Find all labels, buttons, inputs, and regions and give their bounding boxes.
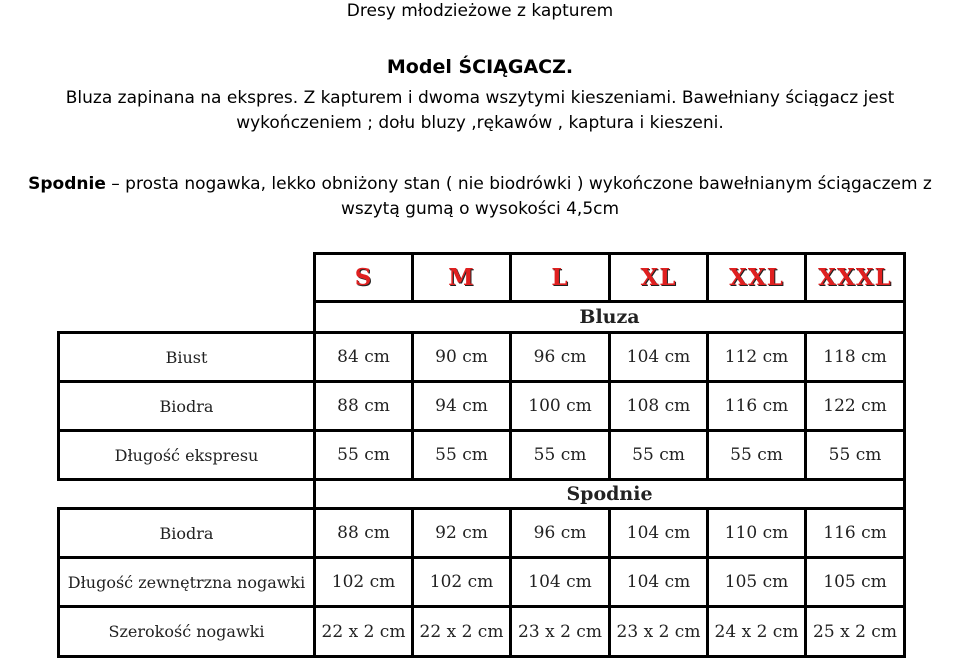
table-cell: 96 cm <box>509 507 611 559</box>
table-cell: 100 cm <box>509 380 611 432</box>
table-cell: 94 cm <box>411 380 512 432</box>
table-cell: 22 x 2 cm <box>411 605 512 658</box>
table-cell: 122 cm <box>804 380 906 432</box>
size-header-xl: XL <box>608 252 709 303</box>
size-header-m: M <box>411 252 512 303</box>
table-cell: 105 cm <box>804 556 906 608</box>
table-cell: 104 cm <box>608 556 709 608</box>
table-cell: 88 cm <box>313 380 414 432</box>
table-cell: 25 x 2 cm <box>804 605 906 658</box>
table-cell: 118 cm <box>804 331 906 383</box>
table-cell: 116 cm <box>804 507 906 559</box>
row-label: Długość ekspresu <box>57 429 316 481</box>
row-label: Biodra <box>57 507 316 559</box>
table-cell: 104 cm <box>608 507 709 559</box>
table-cell: 55 cm <box>509 429 611 481</box>
spodnie-description-text: – prosta nogawka, lekko obniżony stan ( nie biodrówki ) wykończone bawełnianym ściągaczem z <box>105 174 932 194</box>
table-cell: 55 cm <box>706 429 807 481</box>
table-cell: 116 cm <box>706 380 807 432</box>
table-cell: 55 cm <box>411 429 512 481</box>
table-cell: 92 cm <box>411 507 512 559</box>
section-spodnie: Spodnie <box>313 478 906 510</box>
bluza-description-line-2: wykończeniem ; dołu bluzy ,rękawów , kaptura i kieszeni. <box>236 113 724 133</box>
table-cell: 23 x 2 cm <box>509 605 611 658</box>
model-name: Model ŚCIĄGACZ. <box>386 56 574 78</box>
table-cell: 104 cm <box>608 331 709 383</box>
table-cell: 84 cm <box>313 331 414 383</box>
table-cell: 23 x 2 cm <box>608 605 709 658</box>
table-cell: 55 cm <box>313 429 414 481</box>
spodnie-label: Spodnie <box>28 174 106 194</box>
table-cell: 88 cm <box>313 507 414 559</box>
table-cell: 55 cm <box>608 429 709 481</box>
table-cell: 102 cm <box>313 556 414 608</box>
table-cell: 24 x 2 cm <box>706 605 807 658</box>
row-label: Biust <box>57 331 316 383</box>
table-cell: 102 cm <box>411 556 512 608</box>
size-header-s: S <box>313 252 414 303</box>
size-header-xxxl: XXXL <box>804 252 906 303</box>
table-cell: 55 cm <box>804 429 906 481</box>
row-label: Szerokość nogawki <box>57 605 316 658</box>
table-cell: 104 cm <box>509 556 611 608</box>
page-title: Dresy młodzieżowe z kapturem <box>346 1 614 21</box>
table-cell: 110 cm <box>706 507 807 559</box>
spodnie-description-line-2: wszytą gumą o wysokości 4,5cm <box>340 199 620 219</box>
table-cell: 22 x 2 cm <box>313 605 414 658</box>
table-cell: 105 cm <box>706 556 807 608</box>
section-bluza: Bluza <box>313 300 906 334</box>
row-label: Długość zewnętrzna nogawki <box>57 556 316 608</box>
size-header-xxl: XXL <box>706 252 807 303</box>
table-cell: 108 cm <box>608 380 709 432</box>
row-label: Biodra <box>57 380 316 432</box>
table-cell: 96 cm <box>509 331 611 383</box>
table-cell: 90 cm <box>411 331 512 383</box>
table-cell: 112 cm <box>706 331 807 383</box>
bluza-description-line-1: Bluza zapinana na ekspres. Z kapturem i dwoma wszytymi kieszeniami. Bawełniany ściągacz jest <box>65 88 895 108</box>
size-header-l: L <box>509 252 611 303</box>
